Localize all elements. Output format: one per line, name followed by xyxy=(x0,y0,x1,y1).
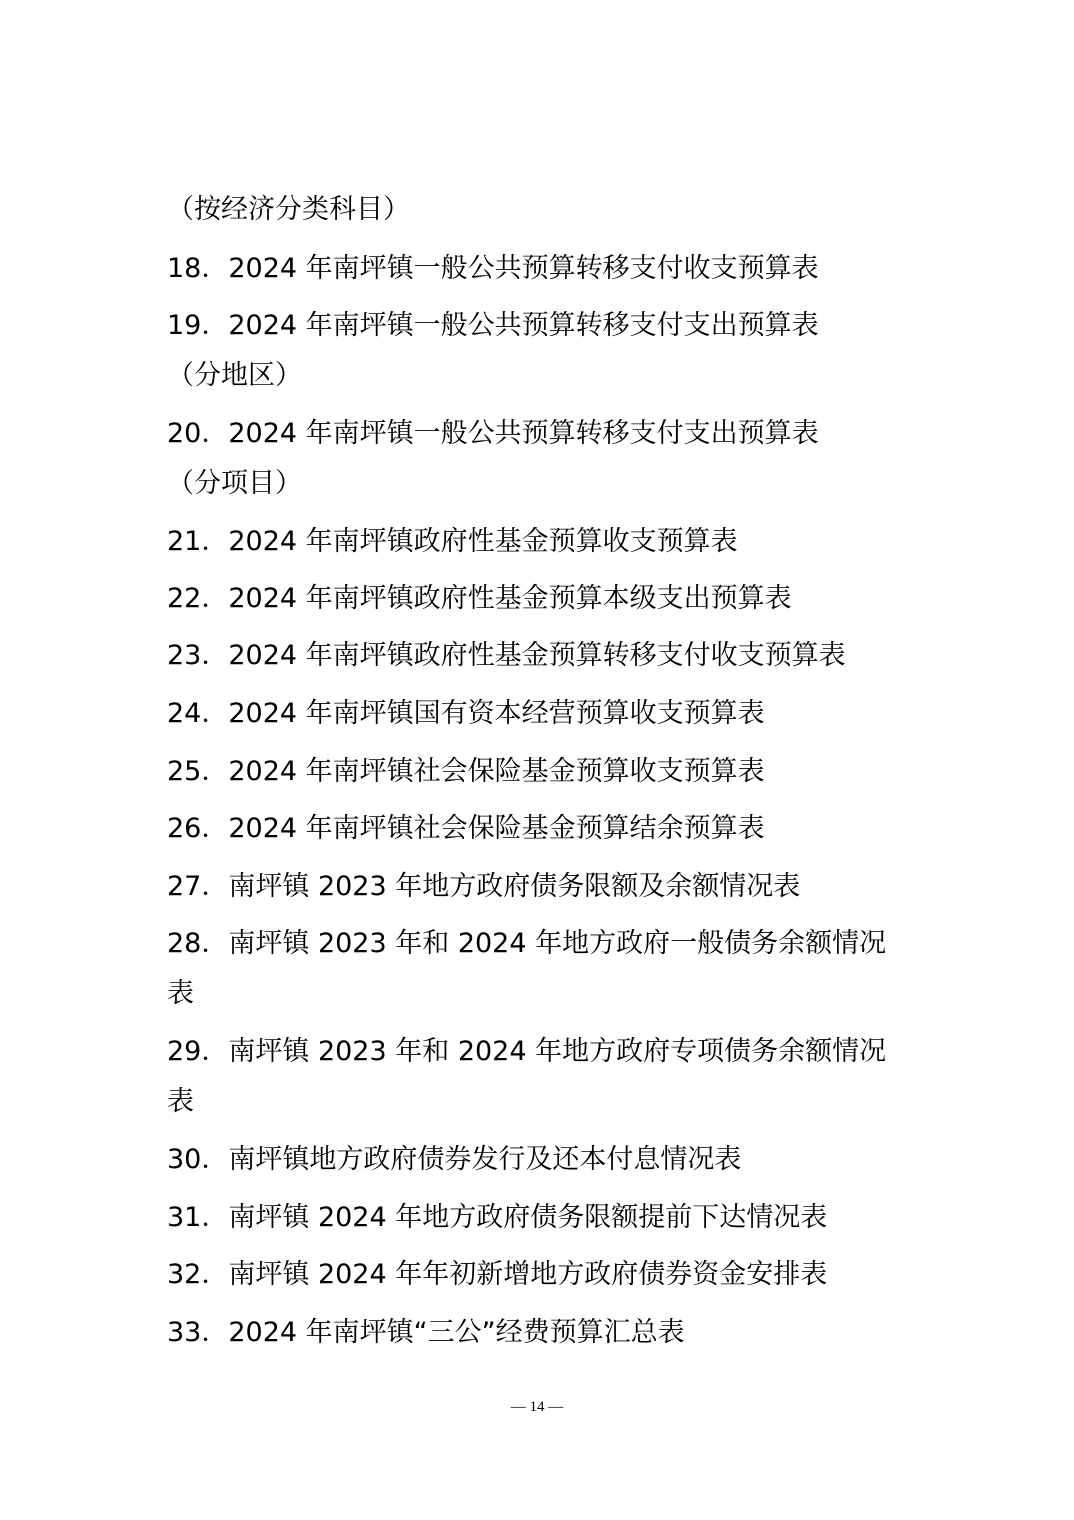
list-item-26: 26．2024 年南坪镇社会保险基金预算结余预算表 xyxy=(167,813,765,844)
list-item-20: 20．2024 年南坪镇一般公共预算转移支付支出预算表 xyxy=(167,418,819,449)
list-item-19: 19．2024 年南坪镇一般公共预算转移支付支出预算表 xyxy=(167,310,819,341)
list-item-27: 27．南坪镇 2023 年地方政府债务限额及余额情况表 xyxy=(167,871,801,902)
list-line: （按经济分类科目） xyxy=(167,194,410,225)
list-line: 表 xyxy=(167,1086,194,1117)
list-item-28: 28．南坪镇 2023 年和 2024 年地方政府一般债务余额情况 xyxy=(167,928,887,959)
page-number: — 14 — xyxy=(510,1399,564,1415)
list-item-32: 32．南坪镇 2024 年年初新增地方政府债券资金安排表 xyxy=(167,1259,828,1290)
list-item-29: 29．南坪镇 2023 年和 2024 年地方政府专项债务余额情况 xyxy=(167,1036,887,1067)
list-item-25: 25．2024 年南坪镇社会保险基金预算收支预算表 xyxy=(167,756,765,787)
list-item-31: 31．南坪镇 2024 年地方政府债务限额提前下达情况表 xyxy=(167,1202,828,1233)
list-item-23: 23．2024 年南坪镇政府性基金预算转移支付收支预算表 xyxy=(167,640,846,671)
list-line: （分项目） xyxy=(167,468,302,499)
list-line: （分地区） xyxy=(167,360,302,391)
list-item-22: 22．2024 年南坪镇政府性基金预算本级支出预算表 xyxy=(167,583,792,614)
list-line: 表 xyxy=(167,978,194,1009)
list-item-21: 21．2024 年南坪镇政府性基金预算收支预算表 xyxy=(167,526,738,557)
list-item-18: 18．2024 年南坪镇一般公共预算转移支付收支预算表 xyxy=(167,253,819,284)
list-item-30: 30．南坪镇地方政府债券发行及还本付息情况表 xyxy=(167,1144,742,1175)
list-item-24: 24．2024 年南坪镇国有资本经营预算收支预算表 xyxy=(167,698,765,729)
list-item-33: 33．2024 年南坪镇“三公”经费预算汇总表 xyxy=(167,1317,685,1348)
